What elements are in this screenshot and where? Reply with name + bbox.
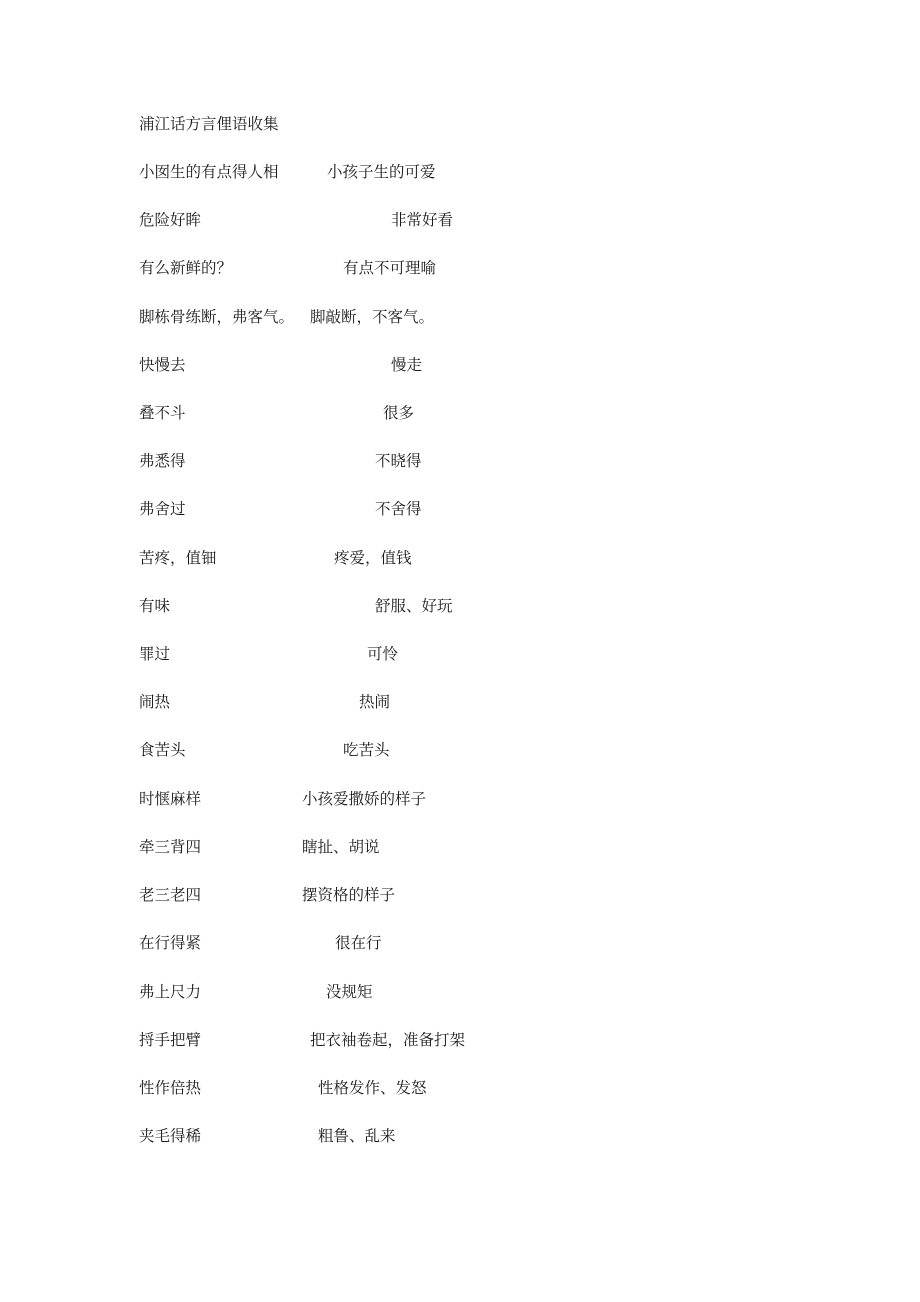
- dialect-term: 弗舍过: [139, 500, 186, 518]
- dialect-term: 弗悉得: [139, 452, 186, 470]
- entry-row: [0, 305, 920, 329]
- entry-row: [0, 931, 920, 955]
- entry-row: [0, 401, 920, 425]
- term-meaning: 有点不可理喻: [343, 259, 437, 277]
- entry-row: [0, 1076, 920, 1100]
- entry-row: [0, 256, 920, 280]
- dialect-term: 捋手把臂: [139, 1031, 202, 1049]
- dialect-term: 时惬麻样: [139, 790, 202, 808]
- dialect-term: 闹热: [139, 693, 171, 711]
- dialect-term: 弗上尺力: [139, 983, 202, 1001]
- dialect-term: 有味: [139, 597, 171, 615]
- entry-row: [0, 642, 920, 666]
- dialect-term: 性作倍热: [139, 1079, 202, 1097]
- dialect-term: 小囡生的有点得人相: [139, 163, 279, 181]
- dialect-term: 叠不斗: [139, 404, 186, 422]
- term-meaning: 很在行: [335, 934, 382, 952]
- entry-row: [0, 738, 920, 762]
- entry-row: [0, 980, 920, 1004]
- document-title: 浦江话方言俚语收集: [139, 115, 279, 133]
- term-meaning: 没规矩: [326, 983, 373, 1001]
- term-meaning: 不舍得: [375, 500, 422, 518]
- term-meaning: 很多: [383, 404, 415, 422]
- entry-row: [0, 594, 920, 618]
- entry-row: [0, 546, 920, 570]
- dialect-term: 快慢去: [139, 356, 186, 374]
- entry-row: [0, 353, 920, 377]
- term-meaning: 不晓得: [375, 452, 422, 470]
- dialect-term: 老三老四: [139, 886, 202, 904]
- term-meaning: 把衣袖卷起，准备打架: [310, 1031, 466, 1049]
- dialect-term: 苦疼，值钿: [139, 549, 217, 567]
- dialect-term: 有么新鲜的？: [139, 259, 233, 277]
- entry-row: [0, 208, 920, 232]
- term-meaning: 性格发作、发怒: [318, 1079, 427, 1097]
- entry-row: [0, 160, 920, 184]
- entry-row: [0, 835, 920, 859]
- term-meaning: 脚敲断，不客气。: [310, 308, 435, 326]
- term-meaning: 舒服、好玩: [375, 597, 453, 615]
- dialect-term: 在行得紧: [139, 934, 202, 952]
- term-meaning: 慢走: [391, 356, 423, 374]
- term-meaning: 疼爱，值钱: [334, 549, 412, 567]
- entry-row: [0, 883, 920, 907]
- term-meaning: 热闹: [359, 693, 391, 711]
- dialect-term: 罪过: [139, 645, 171, 663]
- term-meaning: 吃苦头: [343, 741, 390, 759]
- entry-row: [0, 787, 920, 811]
- entry-row: [0, 1028, 920, 1052]
- dialect-term: 夹毛得稀: [139, 1127, 202, 1145]
- entry-row: [0, 690, 920, 714]
- term-meaning: 小孩子生的可爱: [327, 163, 436, 181]
- dialect-term: 食苦头: [139, 741, 186, 759]
- term-meaning: 可怜: [367, 645, 399, 663]
- entry-row: [0, 1124, 920, 1148]
- entry-row: [0, 449, 920, 473]
- dialect-term: 危险好眸: [139, 211, 202, 229]
- term-meaning: 小孩爱撒娇的样子: [302, 790, 427, 808]
- term-meaning: 非常好看: [391, 211, 454, 229]
- entry-row: [0, 497, 920, 521]
- dialect-term: 脚栋骨练断，弗客气。: [139, 308, 295, 326]
- term-meaning: 瞎扯、胡说: [302, 838, 380, 856]
- dialect-term: 牵三背四: [139, 838, 202, 856]
- term-meaning: 摆资格的样子: [302, 886, 396, 904]
- term-meaning: 粗鲁、乱来: [318, 1127, 396, 1145]
